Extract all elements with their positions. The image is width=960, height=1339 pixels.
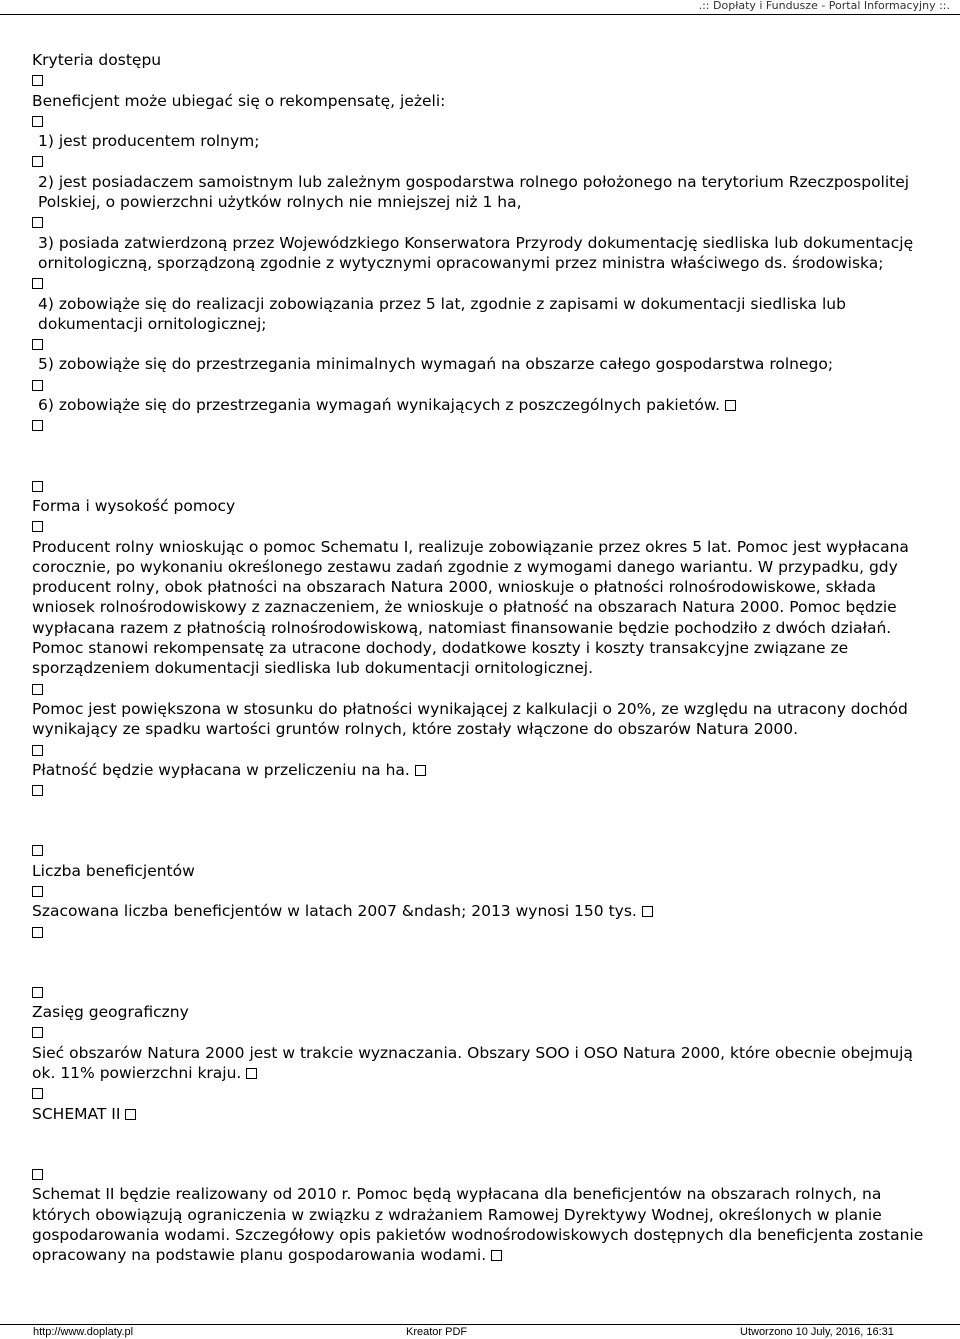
section-heading-zasieg: Zasięg geograficzny: [32, 1003, 189, 1022]
missing-glyph-icon: [32, 156, 43, 167]
page-footer: [0, 1324, 960, 1339]
header-title: .:: Dopłaty i Fundusze - Portal Informacyjny ::.: [698, 0, 950, 12]
header-divider: [0, 14, 960, 15]
document-body: [32, 50, 927, 1265]
forma-paragraph-3: Płatność będzie wypłacana w przeliczeniu na ha.: [32, 760, 410, 779]
criteria-intro: Beneficjent może ubiegać się o rekompensatę, jeżeli:: [32, 91, 446, 110]
liczba-paragraph: Szacowana liczba beneficjentów w latach 2007 &ndash; 2013 wynosi 150 tys.: [32, 902, 637, 921]
missing-glyph-icon: [415, 765, 426, 776]
missing-glyph-icon: [32, 481, 43, 492]
missing-glyph-icon: [32, 927, 43, 938]
missing-glyph-icon: [32, 987, 43, 998]
criteria-item-5: 5) zobowiąże się do przestrzegania minimalnych wymagań na obszarze całego gospodarstwa rolnego;: [38, 355, 834, 374]
missing-glyph-icon: [642, 906, 653, 917]
footer-generator: Kreator PDF: [406, 1326, 468, 1338]
missing-glyph-icon: [32, 1169, 43, 1180]
missing-glyph-icon: [32, 75, 43, 86]
missing-glyph-icon: [32, 278, 43, 289]
missing-glyph-icon: [32, 521, 43, 532]
footer-created: Utworzono 10 July, 2016, 16:31: [740, 1326, 894, 1338]
missing-glyph-icon: [32, 420, 43, 431]
section-heading-kryteria: Kryteria dostępu: [32, 51, 162, 69]
missing-glyph-icon: [32, 339, 43, 350]
forma-paragraph-2: Pomoc jest powiększona w stosunku do płatności wynikającej z kalkulacji o 20%, ze względu na utracony dochód wynikający ze spadku wartości gruntów rolnych, które zostały włączone do obszarów Natura 2000.: [32, 699, 908, 739]
missing-glyph-icon: [32, 785, 43, 796]
criteria-item-6: 6) zobowiąże się do przestrzegania wymagań wynikających z poszczególnych pakietów.: [38, 396, 720, 415]
missing-glyph-icon: [246, 1068, 257, 1079]
missing-glyph-icon: [32, 745, 43, 756]
criteria-item-1: 1) jest producentem rolnym;: [38, 132, 260, 151]
missing-glyph-icon: [491, 1250, 502, 1261]
zasieg-paragraph: Sieć obszarów Natura 2000 jest w trakcie wyznaczania. Obszary SOO i OSO Natura 2000, które obecnie obejmują ok. 11% powierzchni kraju.: [32, 1043, 913, 1083]
missing-glyph-icon: [725, 400, 736, 411]
missing-glyph-icon: [32, 380, 43, 391]
missing-glyph-icon: [32, 116, 43, 127]
schemat-ii-paragraph: Schemat II będzie realizowany od 2010 r. Pomoc będą wypłacana dla beneficjentów na obszarach rolnych, na których obowiązują ograniczenia w związku z wdrażaniem Ramowej Dyrektywy Wodnej, określonych w planie gospodarowania wodami. Szczegółowy opis pakietów wodnośrodowiskowych dostępnych dla beneficjenta zostanie opracowany na podstawie planu gospodarowania wodami.: [32, 1185, 924, 1265]
missing-glyph-icon: [32, 217, 43, 228]
missing-glyph-icon: [32, 684, 43, 695]
criteria-item-3: 3) posiada zatwierdzoną przez Wojewódzkiego Konserwatora Przyrody dokumentację siedliska lub dokumentację ornitologiczną, sporządzoną zgodnie z wytycznymi opracowanymi przez ministra właściwego ds. środowiska;: [38, 233, 914, 272]
criteria-item-4: 4) zobowiąże się do realizacji zobowiązania przez 5 lat, zgodnie z zapisami w dokumentacji siedliska lub dokumentacji ornitologicznej;: [38, 294, 846, 333]
section-heading-liczba: Liczba beneficjentów: [32, 861, 195, 880]
section-heading-forma: Forma i wysokość pomocy: [32, 496, 236, 515]
criteria-item-2: 2) jest posiadaczem samoistnym lub zależnym gospodarstwa rolnego położonego na terytorium Rzeczpospolitej Polskiej, o powierzchni użytków rolnych nie mniejszej niż 1 ha,: [38, 172, 910, 212]
forma-paragraph-1: Producent rolny wnioskując o pomoc Schematu I, realizuje zobowiązanie przez okres 5 lat. Pomoc jest wypłacana corocznie, po wykonaniu określonego zestawu zadań zgodnie z wymogami danego wariantu. W przypadku, gdy producent rolny, obok płatności na obszarach Natura 2000, wnioskuje o płatności rolnośrodowiskowe, składa wniosek rolnośrodowiskowy z zaznaczeniem, że wnioskuje o płatność na obszarach Natura 2000. Pomoc będzie wypłacana razem z płatnością rolnośrodowiskową, natomiast finansowanie będzie pochodziło z dwóch działań. Pomoc stanowi rekompensatę za utracone dochody, dodatkowe koszty i koszty transakcyjne związane ze sporządzeniem dokumentacji siedliska lub dokumentacji ornitologicznej.: [32, 537, 909, 678]
missing-glyph-icon: [125, 1109, 136, 1120]
missing-glyph-icon: [32, 1088, 43, 1099]
footer-url[interactable]: http://www.doplaty.pl: [33, 1326, 134, 1338]
missing-glyph-icon: [32, 845, 43, 856]
section-heading-schemat-ii: SCHEMAT II: [32, 1104, 121, 1123]
missing-glyph-icon: [32, 1027, 43, 1038]
missing-glyph-icon: [32, 886, 43, 897]
